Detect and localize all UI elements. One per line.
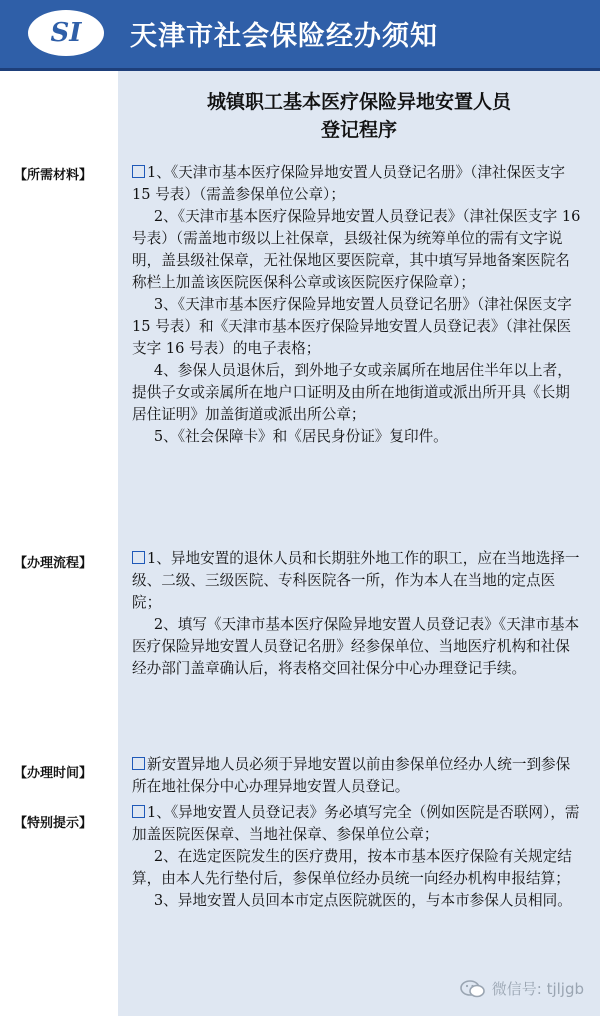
notes-item-2: 2、在选定医院发生的医疗费用，按本市基本医疗保险有关规定结算，由本人先行垫付后，参保单位经办员统一向经办机构申报结算； xyxy=(132,848,572,887)
wechat-watermark xyxy=(460,978,584,999)
section-tag-process: 【办理流程】 xyxy=(14,556,93,571)
time-item-1: 新安置异地人员必须于异地安置以前由参保单位经办人统一到参保所在地社保分中心办理异地安置人员登记。 xyxy=(132,756,571,795)
header-banner xyxy=(0,0,600,71)
si-logo: SI xyxy=(28,10,104,56)
section-tag-notes: 【特别提示】 xyxy=(14,816,93,831)
watermark-text: 微信号: tjljgb xyxy=(491,980,584,998)
section-materials xyxy=(132,162,584,448)
materials-item-1: 1、《天津市基本医疗保险异地安置人员登记名册》（津社保医支字 15 号表）（需盖参保单位公章）； xyxy=(132,164,565,203)
materials-item-5: 5、《社会保障卡》和《居民身份证》复印件。 xyxy=(153,428,448,445)
materials-item-3: 3、《天津市基本医疗保险异地安置人员登记名册》（津社保医支字 15 号表）和《天津市基本医疗保险异地安置人员登记表》（津社保医支字 16 号表）的电子表格； xyxy=(132,296,572,357)
document-title-line2: 登记程序 xyxy=(320,119,397,141)
label-column xyxy=(0,71,118,1016)
process-item-1: 1、异地安置的退休人员和长期驻外地工作的职工，应在当地选择一级、二级、三级医院、专科医院各一所，作为本人在当地的定点医院； xyxy=(132,550,580,611)
checkbox-icon xyxy=(132,165,145,178)
document-title-line1: 城镇职工基本医疗保险异地安置人员 xyxy=(206,91,511,113)
section-time xyxy=(132,754,584,798)
process-item-2: 2、填写《天津市基本医疗保险异地安置人员登记表》《天津市基本医疗保险异地安置人员登记名册》经参保单位、当地医疗机构和社保经办部门盖章确认后，将表格交回社保分中心办理登记手续。 xyxy=(132,616,580,677)
header-title: 天津市社会保险经办须知 xyxy=(130,21,438,52)
section-tag-materials: 【所需材料】 xyxy=(14,168,93,183)
section-tag-time: 【办理时间】 xyxy=(14,766,93,781)
checkbox-icon xyxy=(132,805,145,818)
materials-item-4: 4、参保人员退休后，到外地子女或亲属所在地居住半年以上者，提供子女或亲属所在地户口证明及由所在地街道或派出所开具《长期居住证明》加盖街道或派出所公章； xyxy=(132,362,572,423)
section-notes xyxy=(132,802,584,912)
materials-item-2: 2、《天津市基本医疗保险异地安置人员登记表》（津社保医支字 16 号表）（需盖地市级以上社保章，县级社保为统筹单位的需有文字说明，盖县级社保章，无社保地区要医院章，其中填写异地备案医院名称栏上加盖该医院医保科公章或该医院医疗保险章）； xyxy=(132,208,581,291)
wechat-icon xyxy=(460,979,486,999)
notes-item-1: 1、《异地安置人员登记表》务必填写完全（例如医院是否联网），需加盖医院医保章、当地社保章、参保单位公章； xyxy=(132,804,580,843)
notes-item-3: 3、异地安置人员回本市定点医院就医的，与本市参保人员相同。 xyxy=(153,892,572,909)
document-title xyxy=(118,88,600,144)
section-process xyxy=(132,548,584,680)
checkbox-icon xyxy=(132,551,145,564)
checkbox-icon xyxy=(132,757,145,770)
